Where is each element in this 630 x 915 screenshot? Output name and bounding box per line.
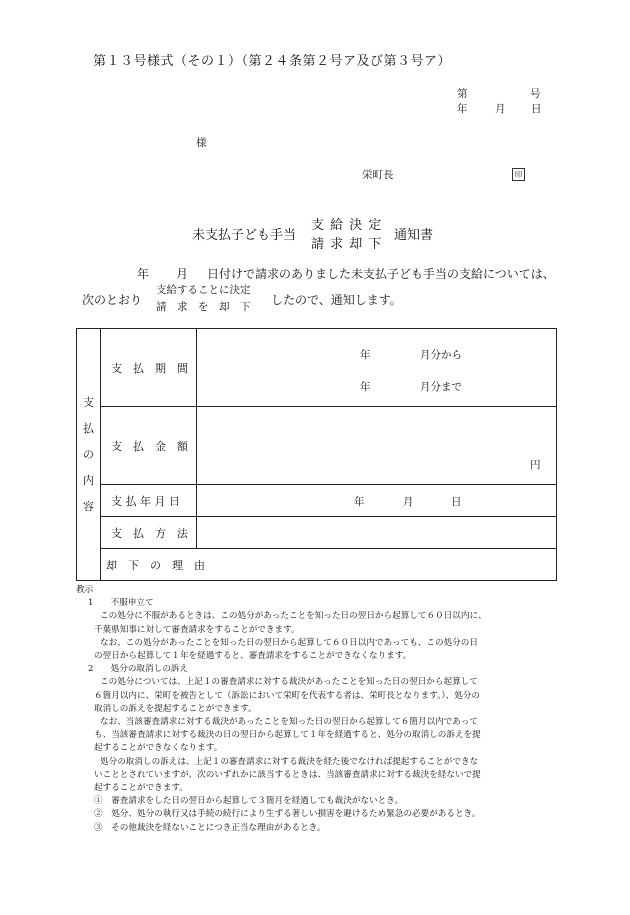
- notice-text: なお、この処分があったことを知った日の翌日から起算して６０日以内であっても、この処分の日: [100, 637, 478, 648]
- document-number-suffix: 号: [530, 88, 541, 100]
- document-title: 未支払子ども手当: [192, 228, 297, 243]
- payment-content-group-label: 支 払 の 内 容: [77, 329, 101, 581]
- payment-date-value: 年 月 日: [197, 485, 557, 517]
- notice-text: 起することができなくなります。: [94, 743, 223, 754]
- issue-date-month: 月: [495, 103, 506, 115]
- seal-mark: 印: [512, 168, 525, 181]
- request-year: 年: [137, 267, 150, 281]
- notice-text: も、当該審査請求に対する裁決の日の翌日から起算して１年を経過すると、処分の取消しの訴えを提: [94, 730, 481, 741]
- notice-text: ６箇月以内に、栄町を被告として（訴訟において栄町を代表する者は、栄町長となります。）、処分の: [94, 690, 481, 701]
- notice-section-1-title: 1 不服申立て: [88, 598, 154, 609]
- notice-text: 処分の取消しの訴えは、上記１の審査請求に対する裁決を経た後でなければ提起することができな: [100, 756, 479, 767]
- payment-method-value: [197, 517, 557, 549]
- notice-text: 取消しの訴えを提起することができます。: [94, 703, 257, 714]
- issue-date-day: 日: [531, 103, 542, 115]
- legal-notice: [76, 584, 487, 835]
- payment-date-label: 支 払 年 月 日: [101, 485, 197, 517]
- result-option-reject: 請 求 を 却 下: [156, 301, 251, 313]
- recipient-honorific: 様: [196, 137, 207, 149]
- notice-text: 千葉県知事に対して審査請求をすることができます。: [94, 624, 300, 635]
- notice-item-3: ③ その他裁決を経ないことにつき正当な理由があるとき。: [94, 822, 326, 833]
- payment-amount-label: 支 払 金 額: [101, 407, 197, 485]
- notice-text: この処分に不服があるときは、この処分があったことを知った日の翌日から起算して６０日以内に、: [100, 611, 487, 622]
- title-suffix: 通知書: [394, 228, 434, 243]
- amount-unit: 円: [530, 459, 541, 471]
- payment-method-label: 支 払 方 法: [101, 517, 197, 549]
- form-number: 第１３号様式（その１）（第２４条第２号ア及び第３号ア）: [93, 54, 452, 69]
- payment-amount-value: [197, 407, 557, 485]
- title-option-rejection: 請 求 却 下: [311, 237, 383, 252]
- issue-date-year: 年: [457, 103, 468, 115]
- result-suffix: したので、通知します。: [271, 293, 402, 307]
- notice-text: の翌日から起算して１年を経過すると、審査請求をすることができなくなります。: [94, 651, 412, 662]
- result-prefix: 次のとおり: [82, 293, 143, 307]
- payment-period-value: 年 月分から 年 月分まで: [197, 329, 557, 407]
- notice-text: 起することができます。: [94, 783, 188, 794]
- title-option-decision: 支 給 決 定: [311, 218, 383, 233]
- notice-text: いこととされていますが、次のいずれかに該当するときは、当該審査請求に対する裁決を経ないで提: [94, 769, 481, 780]
- notice-section-2-title: 2 処分の取消しの訴え: [88, 664, 188, 675]
- document-number-prefix: 第: [457, 88, 468, 100]
- result-option-approve: 支給することに決定: [156, 284, 251, 296]
- notice-text: この処分については、上記１の審査請求に対する裁決があったことを知った日の翌日から起算して: [100, 677, 478, 688]
- issuer-name: 栄町長: [362, 169, 394, 181]
- notice-text: なお、当該審査請求に対する裁決があったことを知った日の翌日から起算して６箇月以内であって: [100, 717, 478, 728]
- payment-period-label: 支 払 期 間: [101, 329, 197, 407]
- request-month: 月: [176, 267, 189, 281]
- rejection-reason-label: 却 下 の 理 由: [101, 549, 557, 581]
- request-text: 日付けで請求のありました未支払子ども手当の支給については、: [207, 267, 555, 281]
- payment-details-table: [76, 328, 557, 581]
- notice-item-2: ② 処分、処分の執行又は手続の続行により生ずる著しい損害を避けるため緊急の必要があるとき。: [94, 809, 481, 820]
- notice-item-1: ① 審査請求をした日の翌日から起算して３箇月を経過しても裁決がないとき。: [94, 796, 404, 807]
- notice-heading: 教示: [76, 585, 94, 595]
